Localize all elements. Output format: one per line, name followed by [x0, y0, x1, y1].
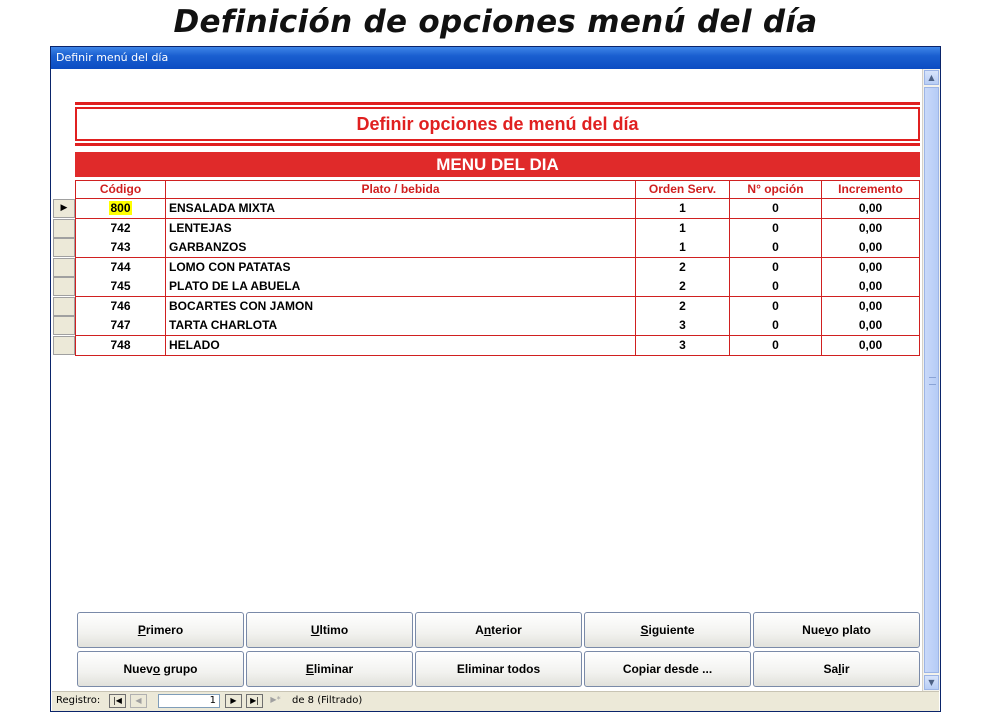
cell-orden[interactable]	[635, 336, 730, 356]
row-selector[interactable]	[53, 258, 75, 277]
cell-incremento[interactable]	[821, 336, 920, 356]
cell-plato[interactable]	[165, 277, 636, 297]
record-navigator	[52, 691, 939, 711]
cell-value: 0,00	[858, 220, 883, 235]
cell-opcion[interactable]	[729, 277, 822, 297]
scroll-down-icon[interactable]: ▼	[924, 675, 939, 690]
cell-opcion[interactable]	[729, 336, 822, 356]
cell-value: 1	[679, 201, 686, 215]
cell-incremento[interactable]	[821, 297, 920, 317]
button-label-accelerator: o	[152, 662, 161, 676]
cell-opcion[interactable]	[729, 316, 822, 336]
column-header-orden: Orden Serv.	[635, 180, 730, 199]
cell-codigo[interactable]	[75, 258, 166, 278]
cell-orden[interactable]	[635, 297, 730, 317]
cell-value: LOMO CON PATATAS	[169, 259, 291, 274]
cell-value: 800	[110, 201, 131, 215]
previous-record-icon[interactable]: ◀	[130, 694, 147, 708]
cell-value: 0,00	[858, 201, 883, 215]
cell-plato[interactable]	[165, 316, 636, 336]
button-label-accelerator: U	[310, 623, 320, 637]
button-label: A	[475, 623, 484, 637]
button-label: Nuev	[123, 662, 153, 676]
cell-codigo[interactable]	[75, 336, 166, 356]
scroll-up-icon[interactable]: ▲	[924, 70, 939, 85]
cell-value: TARTA CHARLOTA	[169, 318, 278, 332]
page-title: Definición de opciones menú del día	[173, 4, 818, 40]
cell-incremento[interactable]	[821, 316, 920, 336]
copiar-desde-button[interactable]: Copiar desde ...	[584, 651, 751, 687]
scrollbar-thumb[interactable]	[924, 87, 939, 673]
eliminar-button[interactable]	[246, 651, 413, 687]
button-label: terior	[491, 623, 522, 637]
cell-value: 0,00	[858, 279, 883, 293]
column-header-opcion: N° opción	[729, 180, 822, 199]
row-selector[interactable]	[53, 316, 75, 335]
button-label: liminar	[313, 662, 354, 676]
cell-value: PLATO DE LA ABUELA	[169, 279, 301, 293]
button-row-2	[77, 651, 920, 687]
cell-value: 0	[772, 220, 779, 235]
button-label-accelerator: v	[824, 623, 832, 637]
cell-orden[interactable]	[635, 199, 730, 219]
button-label-accelerator: E	[305, 662, 314, 676]
window-titlebar[interactable]: Definir menú del día	[51, 47, 940, 69]
cell-opcion[interactable]	[729, 297, 822, 317]
cell-orden[interactable]	[635, 219, 730, 239]
row-selector[interactable]	[53, 277, 75, 296]
cell-value: HELADO	[169, 337, 220, 352]
cell-value: 742	[110, 220, 131, 235]
cell-value: 745	[110, 279, 131, 293]
ultimo-button[interactable]	[246, 612, 413, 648]
button-label-accelerator: l	[838, 662, 842, 676]
cell-codigo[interactable]	[75, 277, 166, 297]
cell-value: 0	[772, 298, 779, 313]
current-row-arrow-icon: ▶	[60, 203, 68, 213]
cell-value: 0,00	[858, 318, 883, 332]
form-content	[52, 69, 922, 691]
cell-opcion[interactable]	[729, 199, 822, 219]
next-record-icon[interactable]: ▶	[225, 694, 242, 708]
cell-value: LENTEJAS	[169, 220, 232, 235]
cell-opcion[interactable]	[729, 258, 822, 278]
cell-value: 1	[679, 240, 686, 254]
form-header: Definir opciones de menú del día	[75, 107, 920, 141]
cell-value: 0,00	[858, 240, 883, 254]
cell-codigo[interactable]	[75, 219, 166, 239]
cell-value: 0,00	[858, 259, 883, 274]
column-header-plato: Plato / bebida	[165, 180, 636, 199]
cell-plato[interactable]	[165, 238, 636, 258]
cell-plato[interactable]	[165, 199, 636, 219]
cell-incremento[interactable]	[821, 199, 920, 219]
cell-value: GARBANZOS	[169, 240, 247, 254]
button-label: ltimo	[319, 623, 349, 637]
cell-codigo[interactable]	[75, 316, 166, 336]
last-record-icon[interactable]: ▶|	[246, 694, 263, 708]
cell-value: 2	[679, 298, 686, 313]
cell-incremento[interactable]	[821, 258, 920, 278]
cell-value: 2	[679, 259, 686, 274]
row-selector[interactable]	[53, 199, 75, 218]
row-selector[interactable]	[53, 336, 75, 355]
button-label-accelerator: S	[640, 623, 649, 637]
button-label: grupo	[160, 662, 198, 676]
cell-incremento[interactable]	[821, 277, 920, 297]
button-label: rimero	[145, 623, 184, 637]
cell-value: 743	[110, 240, 131, 254]
nuevo-plato-button[interactable]	[753, 612, 920, 648]
current-record-input[interactable]: 1	[158, 694, 220, 708]
cell-value: BOCARTES CON JAMON	[169, 298, 314, 313]
cell-value: 0	[772, 201, 779, 215]
cell-incremento[interactable]	[821, 219, 920, 239]
record-count-text: de 8 (Filtrado)	[292, 695, 363, 706]
cell-incremento[interactable]	[821, 238, 920, 258]
cell-value: 0	[772, 240, 779, 254]
header-top-rule	[75, 102, 920, 105]
column-header-codigo: Código	[75, 180, 166, 199]
cell-orden[interactable]	[635, 316, 730, 336]
cell-plato[interactable]	[165, 258, 636, 278]
button-label: iguiente	[648, 623, 695, 637]
button-row-1	[77, 612, 920, 648]
row-selector[interactable]	[53, 219, 75, 238]
cell-value: 3	[679, 318, 686, 332]
vertical-scrollbar[interactable]	[922, 69, 940, 691]
cell-orden[interactable]	[635, 258, 730, 278]
cell-codigo[interactable]	[75, 238, 166, 258]
cell-value: 0	[772, 279, 779, 293]
cell-value: 747	[110, 318, 131, 332]
siguiente-button[interactable]	[584, 612, 751, 648]
nuevo-grupo-button[interactable]	[77, 651, 244, 687]
main-window	[50, 46, 941, 712]
column-header-incremento: Incremento	[821, 180, 920, 199]
cell-value: 0	[772, 337, 779, 352]
cell-value: 3	[679, 337, 686, 352]
cell-value: 744	[110, 259, 131, 274]
cell-value: ENSALADA MIXTA	[169, 201, 275, 215]
registro-label: Registro:	[56, 695, 101, 706]
row-selector[interactable]	[53, 238, 75, 257]
button-label: Sa	[823, 662, 839, 676]
cell-opcion[interactable]	[729, 219, 822, 239]
cell-plato[interactable]	[165, 336, 636, 356]
cell-plato[interactable]	[165, 219, 636, 239]
cell-value: 0,00	[858, 337, 883, 352]
cell-plato[interactable]	[165, 297, 636, 317]
cell-orden[interactable]	[635, 277, 730, 297]
cell-value: 748	[110, 337, 131, 352]
button-label-accelerator: P	[137, 623, 146, 637]
cell-value: 2	[679, 279, 686, 293]
header-bottom-rule	[75, 143, 920, 146]
anterior-button[interactable]	[415, 612, 582, 648]
cell-opcion[interactable]	[729, 238, 822, 258]
first-record-icon[interactable]: |◀	[109, 694, 126, 708]
cell-codigo[interactable]	[75, 199, 166, 219]
primero-button[interactable]	[77, 612, 244, 648]
cell-value: 0	[772, 318, 779, 332]
button-label: Nue	[802, 623, 825, 637]
cell-value: 0,00	[858, 298, 883, 313]
eliminar-todos-button[interactable]: Eliminar todos	[415, 651, 582, 687]
cell-value: 1	[679, 220, 686, 235]
button-label: o plato	[831, 623, 871, 637]
cell-orden[interactable]	[635, 238, 730, 258]
cell-value: 746	[110, 298, 131, 313]
salir-button[interactable]	[753, 651, 920, 687]
grip-icon	[929, 377, 936, 385]
cell-value: 0	[772, 259, 779, 274]
button-label: ir	[841, 662, 850, 676]
cell-codigo[interactable]	[75, 297, 166, 317]
section-banner: MENU DEL DIA	[75, 152, 920, 177]
new-record-icon[interactable]: ▶*	[270, 695, 281, 704]
button-label-accelerator: n	[483, 623, 492, 637]
row-selector[interactable]	[53, 297, 75, 316]
